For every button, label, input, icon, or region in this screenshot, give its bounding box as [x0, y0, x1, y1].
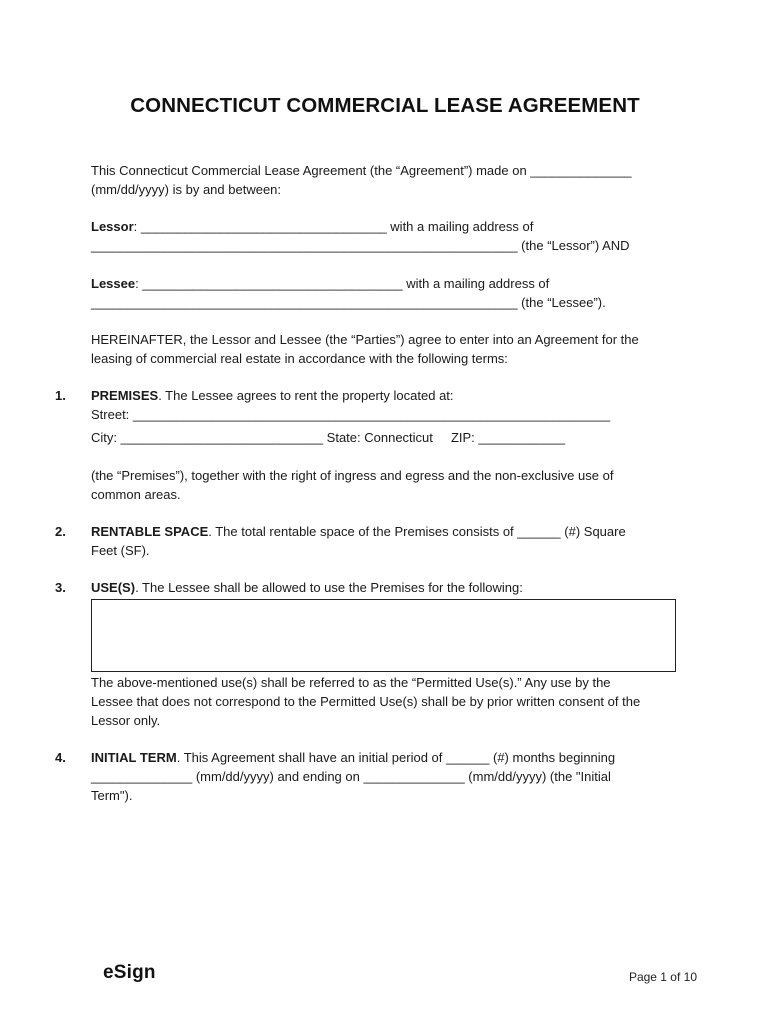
initial-term-heading: INITIAL TERM [91, 750, 177, 765]
lessee-line-1 [91, 274, 691, 293]
section-3-number: 3. [55, 580, 66, 595]
lessee-address-line[interactable]: ___________________________________________________________ (the “Lessee”). [91, 295, 606, 310]
premises-heading: PREMISES [91, 388, 159, 403]
esign-logo: eSign [103, 962, 156, 983]
intro-line-1: This Connecticut Commercial Lease Agreement (the “Agreement”) made on ______________ [91, 163, 632, 178]
lessor-name-blank[interactable]: : __________________________________ with a mailing address of [133, 219, 534, 234]
uses-after-line-2: Lessee that does not correspond to the Permitted Use(s) shall be by prior written consent of the [91, 694, 641, 709]
page-number: Page 1 of 10 [628, 970, 697, 984]
initial-term-line-3: Term"). [91, 788, 133, 803]
premises-desc-line-1: (the “Premises”), together with the right of ingress and egress and the non-exclusive use of [91, 468, 614, 483]
premises-street-field[interactable]: Street: __________________________________________________________________ [91, 407, 611, 422]
section-1-number: 1. [55, 388, 66, 403]
permitted-uses-textbox[interactable] [91, 599, 676, 672]
document-title: CONNECTICUT COMMERCIAL LEASE AGREEMENT [130, 94, 640, 117]
uses-after-line-3: Lessor only. [91, 713, 161, 728]
hereinafter-line-1: HEREINAFTER, the Lessor and Lessee (the “Parties”) agree to enter into an Agreement for the [91, 332, 639, 347]
uses-intro-text: . The Lessee shall be allowed to use the Premises for the following: [135, 580, 523, 595]
lessee-label: Lessee [91, 276, 136, 291]
lessor-line-1 [91, 217, 691, 236]
lessee-name-blank[interactable]: : ____________________________________ with a mailing address of [135, 276, 550, 291]
uses-heading: USE(S) [91, 580, 136, 595]
lessor-label: Lessor [91, 219, 134, 234]
premises-line-1 [91, 386, 691, 405]
section-4-number: 4. [55, 750, 66, 765]
section-2-number: 2. [55, 524, 66, 539]
rentable-space-text[interactable]: . The total rentable space of the Premises consists of ______ (#) Square [208, 524, 626, 539]
lessor-address-line[interactable]: ___________________________________________________________ (the “Lessor”) AND [91, 238, 630, 253]
premises-desc-line-2: common areas. [91, 487, 181, 502]
initial-term-line-1 [91, 748, 691, 767]
premises-city-state-zip-field[interactable]: City: ____________________________ State: Connecticut ZIP: ____________ [91, 430, 566, 445]
uses-after-line-1: The above-mentioned use(s) shall be referred to as the “Permitted Use(s).” Any use by the [91, 675, 611, 690]
intro-line-2: (mm/dd/yyyy) is by and between: [91, 182, 282, 197]
initial-term-text[interactable]: . This Agreement shall have an initial period of ______ (#) months beginning [176, 750, 616, 765]
initial-term-line-2[interactable]: ______________ (mm/dd/yyyy) and ending on ______________ (mm/dd/yyyy) (the "Initial [91, 769, 611, 784]
rentable-space-heading: RENTABLE SPACE [91, 524, 209, 539]
uses-line-1 [91, 578, 691, 597]
rentable-space-line-1 [91, 522, 691, 541]
hereinafter-line-2: leasing of commercial real estate in accordance with the following terms: [91, 351, 508, 366]
premises-intro-text: . The Lessee agrees to rent the property located at: [158, 388, 454, 403]
rentable-space-line-2: Feet (SF). [91, 543, 150, 558]
